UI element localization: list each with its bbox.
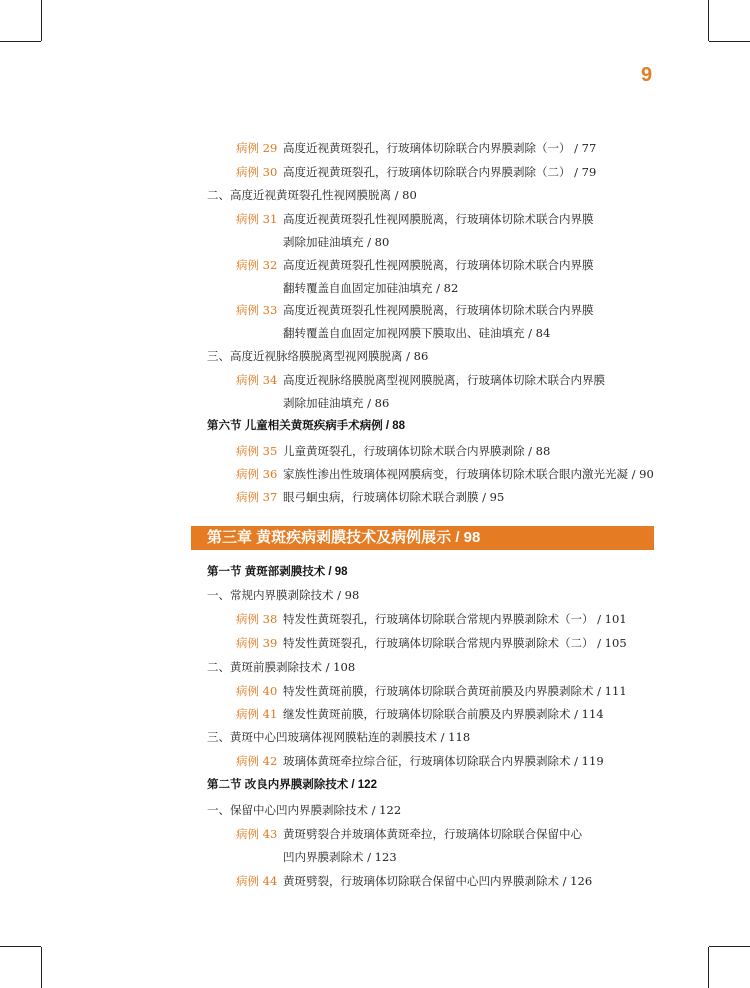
case-label: 病例 29 <box>236 141 278 155</box>
case-title: 高度近视黄斑裂孔性视网膜脱离，行玻璃体切除术联合内界膜 <box>283 303 594 317</box>
toc-section[interactable]: 第六节 儿童相关黄斑疾病手术病例 / 88 <box>207 420 406 432</box>
toc-section[interactable]: 第二节 改良内界膜剥除技术 / 122 <box>207 779 377 791</box>
toc-case-row[interactable] <box>236 822 582 846</box>
page-number: 9 <box>641 64 653 86</box>
case-title: 眼弓蛔虫病，行玻璃体切除术联合剥膜 / 95 <box>283 490 505 504</box>
crop-mark <box>708 0 709 41</box>
case-title: 黄斑劈裂合并玻璃体黄斑牵拉，行玻璃体切除联合保留中心 <box>283 827 582 841</box>
crop-mark <box>708 947 709 988</box>
toc-case-row[interactable] <box>236 631 627 655</box>
crop-mark <box>709 946 750 947</box>
case-label: 病例 41 <box>236 707 278 721</box>
case-title-continued[interactable]: 剥除加硅油填充 / 86 <box>283 396 390 410</box>
toc-case-row[interactable] <box>236 607 627 631</box>
case-title: 家族性渗出性玻璃体视网膜病变，行玻璃体切除术联合眼内激光光凝 / 90 <box>283 467 654 481</box>
crop-mark <box>41 0 42 41</box>
case-title: 特发性黄斑裂孔，行玻璃体切除联合常规内界膜剥除术（一） / 101 <box>283 612 627 626</box>
case-label: 病例 37 <box>236 490 278 504</box>
toc-case-row[interactable] <box>236 160 596 184</box>
case-title: 黄斑劈裂，行玻璃体切除联合保留中心凹内界膜剥除术 / 126 <box>283 874 593 888</box>
case-title: 高度近视脉络膜脱离型视网膜脱离，行玻璃体切除术联合内界膜 <box>283 373 605 387</box>
toc-case-row[interactable] <box>236 485 504 509</box>
toc-item[interactable]: 三、高度近视脉络膜脱离型视网膜脱离 / 86 <box>207 349 429 363</box>
crop-mark <box>709 41 750 42</box>
case-label: 病例 42 <box>236 754 278 768</box>
case-title: 继发性黄斑前膜，行玻璃体切除联合前膜及内界膜剥除术 / 114 <box>283 707 604 721</box>
case-label: 病例 36 <box>236 467 278 481</box>
toc-case-row[interactable] <box>236 749 604 773</box>
case-label: 病例 33 <box>236 303 278 317</box>
toc-case-row[interactable] <box>236 207 594 231</box>
case-title-continued[interactable]: 翻转覆盖自血固定加视网膜下膜取出、硅油填充 / 84 <box>283 326 551 340</box>
case-label: 病例 32 <box>236 258 278 272</box>
case-title: 儿童黄斑裂孔，行玻璃体切除术联合内界膜剥除 / 88 <box>283 444 551 458</box>
toc-case-row[interactable] <box>236 462 654 486</box>
case-title: 高度近视黄斑裂孔性视网膜脱离，行玻璃体切除术联合内界膜 <box>283 212 594 226</box>
case-title: 高度近视黄斑裂孔，行玻璃体切除联合内界膜剥除（一） / 77 <box>283 141 597 155</box>
chapter-heading[interactable]: 第三章 黄斑疾病剥膜技术及病例展示 / 98 <box>191 526 654 550</box>
toc-section[interactable]: 第一节 黄斑部剥膜技术 / 98 <box>207 566 348 578</box>
case-title-continued[interactable]: 剥除加硅油填充 / 80 <box>283 235 390 249</box>
toc-case-row[interactable] <box>236 679 627 703</box>
toc-case-row[interactable] <box>236 136 596 160</box>
crop-mark <box>0 41 41 42</box>
case-title-continued[interactable]: 翻转覆盖自血固定加硅油填充 / 82 <box>283 281 459 295</box>
case-title: 高度近视黄斑裂孔性视网膜脱离，行玻璃体切除术联合内界膜 <box>283 258 594 272</box>
case-label: 病例 30 <box>236 165 278 179</box>
toc-case-row[interactable] <box>236 439 550 463</box>
case-label: 病例 31 <box>236 212 278 226</box>
case-title: 特发性黄斑前膜，行玻璃体切除联合黄斑前膜及内界膜剥除术 / 111 <box>283 684 627 698</box>
case-title: 特发性黄斑裂孔，行玻璃体切除联合常规内界膜剥除术（二） / 105 <box>283 636 627 650</box>
case-label: 病例 34 <box>236 373 278 387</box>
toc-case-row[interactable] <box>236 702 604 726</box>
case-label: 病例 39 <box>236 636 278 650</box>
toc-item[interactable]: 一、保留中心凹内界膜剥除技术 / 122 <box>207 803 402 817</box>
case-label: 病例 40 <box>236 684 278 698</box>
crop-mark <box>0 946 41 947</box>
toc-case-row[interactable] <box>236 368 605 392</box>
case-label: 病例 38 <box>236 612 278 626</box>
toc-item[interactable]: 三、黄斑中心凹玻璃体视网膜粘连的剥膜技术 / 118 <box>207 730 471 744</box>
case-title: 玻璃体黄斑牵拉综合征，行玻璃体切除联合内界膜剥除术 / 119 <box>283 754 604 768</box>
toc-item[interactable]: 二、黄斑前膜剥除技术 / 108 <box>207 660 356 674</box>
case-label: 病例 44 <box>236 874 278 888</box>
crop-mark <box>41 947 42 988</box>
case-title: 高度近视黄斑裂孔，行玻璃体切除联合内界膜剥除（二） / 79 <box>283 165 597 179</box>
case-label: 病例 43 <box>236 827 278 841</box>
toc-case-row[interactable] <box>236 869 592 893</box>
toc-case-row[interactable] <box>236 298 594 322</box>
case-label: 病例 35 <box>236 444 278 458</box>
toc-case-row[interactable] <box>236 253 594 277</box>
case-title-continued[interactable]: 凹内界膜剥除术 / 123 <box>283 850 397 864</box>
toc-item[interactable]: 一、常规内界膜剥除技术 / 98 <box>207 588 360 602</box>
toc-item[interactable]: 二、高度近视黄斑裂孔性视网膜脱离 / 80 <box>207 188 417 202</box>
